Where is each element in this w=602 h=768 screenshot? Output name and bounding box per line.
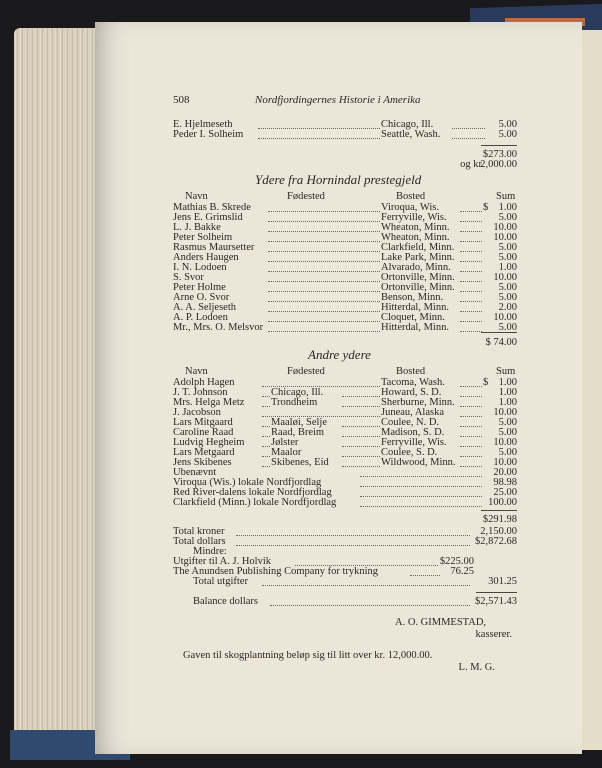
leader-dots <box>268 311 380 312</box>
contributor-birthplace: Chicago, Ill. <box>271 387 324 398</box>
contributor-name: Lars Mitgaard <box>173 417 233 428</box>
leader-dots <box>460 406 482 407</box>
contributor-sum: 1.00 <box>498 397 517 408</box>
contributor-name: Clarkfield (Minn.) lokale Nordfjordlag <box>173 497 337 508</box>
leader-dots <box>360 496 482 497</box>
contributor-name: Peder I. Solheim <box>173 129 244 140</box>
contributor-name: Jens Skibenes <box>173 457 232 468</box>
contributor-name: Peter Solheim <box>173 232 233 243</box>
leader-dots <box>268 301 380 302</box>
contributor-sum: 10.00 <box>493 437 517 448</box>
summary-label: Total kroner <box>173 526 225 537</box>
contributor-name: J. T. Johnson <box>173 387 228 398</box>
leader-dots <box>262 396 270 397</box>
contributor-sum: 10.00 <box>493 312 517 323</box>
contributor-name: E. Hjelmeseth <box>173 119 233 130</box>
contributor-sum: 20.00 <box>493 467 517 478</box>
contributor-name: L. J. Bakke <box>173 222 221 233</box>
contributor-home: Benson, Minn. <box>381 292 444 303</box>
leader-dots <box>460 221 482 222</box>
leader-dots <box>460 436 482 437</box>
leader-dots <box>262 466 270 467</box>
leader-dots <box>360 486 482 487</box>
leader-dots <box>460 291 482 292</box>
rule-line <box>481 332 517 333</box>
leader-dots <box>460 396 482 397</box>
contributor-birthplace: Trondheim <box>271 397 318 408</box>
leader-dots <box>268 241 380 242</box>
contributor-sum: 5.00 <box>498 212 517 223</box>
section-total: $291.98 <box>482 514 517 525</box>
leader-dots <box>268 221 380 222</box>
contributor-birthplace: Maaløi, Selje <box>271 417 327 428</box>
expense-label: The Anundsen Publishing Company for trykning <box>173 566 379 577</box>
leader-dots <box>262 456 270 457</box>
leader-dots <box>360 476 482 477</box>
leader-dots <box>342 456 380 457</box>
signature-name: A. O. GIMMESTAD, <box>395 617 487 628</box>
page-number: 508 <box>173 94 190 106</box>
contributor-name: J. Jacobson <box>173 407 221 418</box>
contributor-birthplace: Jølster <box>271 437 299 448</box>
contributor-sum: 5.00 <box>498 119 517 130</box>
contributor-name: Lars Metgaard <box>173 447 235 458</box>
expense-label: Utgifter til A. J. Holvik <box>173 556 271 567</box>
leader-dots <box>342 446 380 447</box>
contributor-home: Chicago, Ill. <box>381 119 434 130</box>
leader-dots <box>460 241 482 242</box>
running-title: Nordfjordingernes Historie i Amerika <box>255 94 421 106</box>
leader-dots <box>270 605 470 606</box>
leader-dots <box>342 406 380 407</box>
leader-dots <box>342 466 380 467</box>
leader-dots <box>460 331 482 332</box>
expense-value: 76.25 <box>450 566 474 577</box>
contributor-sum: 1.00 <box>498 377 517 388</box>
contributor-name: Jens E. Grimslid <box>173 212 243 223</box>
contributor-birthplace: Skibenes, Eid <box>271 457 329 468</box>
contributor-name: Caroline Raad <box>173 427 234 438</box>
section-title: Andre ydere <box>308 347 371 362</box>
contributor-sum: 5.00 <box>498 292 517 303</box>
contributor-home: Alvarado, Minn. <box>381 262 451 273</box>
leader-dots <box>460 321 482 322</box>
leader-dots <box>452 138 485 139</box>
contributor-name: Anders Haugen <box>173 252 239 263</box>
contributor-name: Adolph Hagen <box>173 377 235 388</box>
column-header-name: Navn <box>185 191 208 202</box>
leader-dots <box>460 301 482 302</box>
column-header-name: Navn <box>185 366 208 377</box>
signature-title: kasserer. <box>475 629 512 640</box>
leader-dots <box>460 456 482 457</box>
leader-dots <box>460 311 482 312</box>
contributor-sum: 5.00 <box>498 417 517 428</box>
column-header-sum: Sum <box>496 191 516 202</box>
contributor-name: Ludvig Hegheim <box>173 437 245 448</box>
contributor-sum: 1.00 <box>498 387 517 398</box>
contributor-name: Ubenævnt <box>173 467 217 478</box>
subtotal-nok: 2,000.00 <box>480 159 517 170</box>
contributor-sum: 5.00 <box>498 242 517 253</box>
contributor-name: Viroqua (Wis.) lokale Nordfjordlag <box>173 477 322 488</box>
contributor-sum: 98.98 <box>493 477 517 488</box>
summary-label: Total utgifter <box>193 576 248 587</box>
leader-dots <box>342 426 380 427</box>
section-title: Ydere fra Hornindal prestegjeld <box>255 172 422 187</box>
contributor-name: A. A. Seljeseth <box>173 302 236 313</box>
contributor-sum: 10.00 <box>493 232 517 243</box>
section-total: $ 74.00 <box>485 337 517 348</box>
column-header-residence: Bosted <box>396 191 426 202</box>
contributor-home: Coulee, S. D. <box>381 447 438 458</box>
contributor-sum: 25.00 <box>493 487 517 498</box>
contributor-home: Sherburne, Minn. <box>381 397 455 408</box>
leader-dots <box>460 231 482 232</box>
leader-dots <box>268 331 380 332</box>
contributor-sum: 100.00 <box>488 497 517 508</box>
leader-dots <box>460 211 482 212</box>
column-header-sum: Sum <box>496 366 516 377</box>
leader-dots <box>460 271 482 272</box>
contributor-home: Ortonville, Minn. <box>381 282 455 293</box>
contributor-sum: 5.00 <box>498 427 517 438</box>
footnote-initials: L. M. G. <box>458 662 495 673</box>
leader-dots <box>460 446 482 447</box>
leader-dots <box>360 506 482 507</box>
contributor-birthplace: Raad, Breim <box>271 427 325 438</box>
contributor-sum: 5.00 <box>498 447 517 458</box>
rule-line <box>476 592 517 593</box>
currency-sign: $ <box>483 202 489 213</box>
rule-line <box>481 145 517 146</box>
leader-dots <box>268 211 380 212</box>
contributor-sum: 10.00 <box>493 222 517 233</box>
contributor-home: Juneau, Alaska <box>381 407 444 418</box>
expense-value: $225.00 <box>439 556 474 567</box>
leader-dots <box>236 545 470 546</box>
contributor-sum: 5.00 <box>498 252 517 263</box>
leader-dots <box>460 281 482 282</box>
leader-dots <box>268 261 380 262</box>
contributor-home: Hitterdal, Minn. <box>381 322 449 333</box>
contributor-name: Mrs. Helga Metz <box>173 397 245 408</box>
leader-dots <box>460 251 482 252</box>
leader-dots <box>262 585 470 586</box>
leader-dots <box>258 138 380 139</box>
contributor-sum: 5.00 <box>498 282 517 293</box>
rule-line <box>481 510 517 511</box>
leader-dots <box>460 261 482 262</box>
subtotal-nok-label: og kr. <box>460 159 484 170</box>
column-header-birthplace: Fødested <box>287 366 325 377</box>
contributor-home: Tacoma, Wash. <box>381 377 445 388</box>
leader-dots <box>268 251 380 252</box>
summary-value: 301.25 <box>488 576 517 587</box>
contributor-name: I. N. Lodoen <box>173 262 227 273</box>
contributor-home: Ferryville, Wis. <box>381 437 447 448</box>
contributor-name: Mr., Mrs. O. Melsvor <box>173 322 264 333</box>
contributor-name: Mathias B. Skrede <box>173 202 251 213</box>
contributor-name: S. Svor <box>173 272 204 283</box>
leader-dots <box>460 416 482 417</box>
summary-value: $2,571.43 <box>475 596 517 607</box>
contributor-name: Peter Holme <box>173 282 226 293</box>
summary-label: Total dollars <box>173 536 226 547</box>
contributor-sum: 5.00 <box>498 129 517 140</box>
subtotal-dollars: $273.00 <box>482 149 517 160</box>
contributor-name: Red River-dalens lokale Nordfjordlag <box>173 487 332 498</box>
leader-dots <box>268 281 380 282</box>
leader-dots <box>268 291 380 292</box>
contributor-sum: 2.00 <box>498 302 517 313</box>
footnote-text: Gaven til skogplantning beløp sig til litt over kr. 12,000.00. <box>183 650 433 661</box>
leader-dots <box>342 396 380 397</box>
contributor-home: Coulee, N. D. <box>381 417 440 428</box>
leader-dots <box>236 535 470 536</box>
leader-dots <box>262 406 270 407</box>
contributor-home: Ferryville, Wis. <box>381 212 447 223</box>
contributor-name: Arne O. Svor <box>173 292 230 303</box>
contributor-sum: 1.00 <box>498 262 517 273</box>
leader-dots <box>262 426 270 427</box>
summary-label: Balance dollars <box>193 596 259 607</box>
summary-value: $2,872.68 <box>475 536 517 547</box>
contributor-home: Lake Park, Minn. <box>381 252 455 263</box>
summary-value: 2,150.00 <box>480 526 517 537</box>
column-header-residence: Bosted <box>396 366 426 377</box>
leader-dots <box>452 128 485 129</box>
contributor-name: Rasmus Maursetter <box>173 242 255 253</box>
leader-dots <box>262 436 270 437</box>
leader-dots <box>268 321 380 322</box>
contributor-home: Wheaton, Minn. <box>381 232 450 243</box>
column-header-birthplace: Fødested <box>287 191 325 202</box>
summary-label: Mindre: <box>193 546 227 557</box>
contributor-home: Madison, S. D. <box>381 427 445 438</box>
contributor-home: Ortonville, Minn. <box>381 272 455 283</box>
contributor-home: Hitterdal, Minn. <box>381 302 449 313</box>
contributor-home: Howard, S. D. <box>381 387 442 398</box>
contributor-sum: 5.00 <box>498 322 517 333</box>
leader-dots <box>342 436 380 437</box>
contributor-home: Cloquet, Minn. <box>381 312 445 323</box>
leader-dots <box>410 575 440 576</box>
contributor-sum: 10.00 <box>493 457 517 468</box>
contributor-home: Seattle, Wash. <box>381 129 441 140</box>
contributor-birthplace: Maalor <box>271 447 302 458</box>
contributor-home: Wildwood, Minn. <box>381 457 456 468</box>
page-stack-edge <box>14 28 104 753</box>
leader-dots <box>258 128 380 129</box>
leader-dots <box>460 466 482 467</box>
leader-dots <box>460 426 482 427</box>
contributor-home: Viroqua, Wis. <box>381 202 439 213</box>
contributor-sum: 10.00 <box>493 407 517 418</box>
currency-sign: $ <box>483 377 489 388</box>
leader-dots <box>268 231 380 232</box>
contributor-sum: 1.00 <box>498 202 517 213</box>
leader-dots <box>268 271 380 272</box>
contributor-name: A. P. Lodoen <box>173 312 228 323</box>
contributor-home: Wheaton, Minn. <box>381 222 450 233</box>
contributor-home: Clarkfield, Minn. <box>381 242 455 253</box>
leader-dots <box>460 386 482 387</box>
leader-dots <box>262 446 270 447</box>
contributor-sum: 10.00 <box>493 272 517 283</box>
